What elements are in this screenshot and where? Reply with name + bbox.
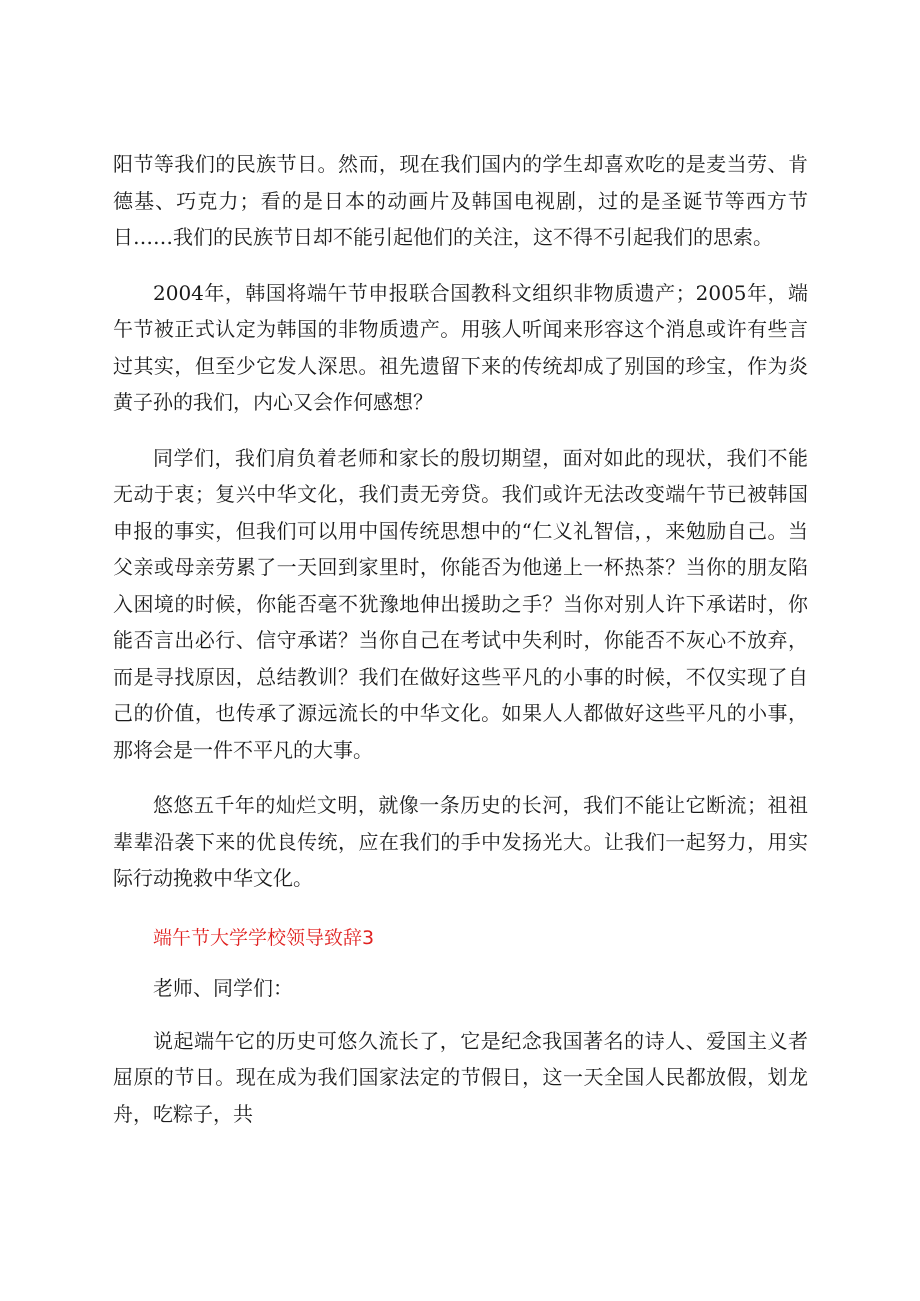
salutation: 老师、同学们：	[153, 976, 293, 1000]
section-heading: 端午节大学学校领导致辞3	[153, 926, 375, 949]
paragraph-5: 说起端午它的历史可悠久流长了，它是纪念我国著名的诗人、爱国主义者屈原的节日。现在成为我们国家法定的节假日，这一天全国人民都放假，划龙舟，吃粽子，共	[113, 1028, 808, 1126]
document-page	[113, 146, 808, 1151]
paragraph-3: 同学们，我们肩负着老师和家长的殷切期望，面对如此的现状，我们不能无动于衷；复兴中华文化，我们责无旁贷。我们或许无法改变端午节已被韩国申报的事实，但我们可以用中国传统思想中的“仁义礼智信，，来勉励自己。当父亲或母亲劳累了一天回到家里时，你能否为他递上一杯热茶？当你的朋友陷入困境的时候，你能否毫不犹豫地伸出援助之手？当你对别人许下承诺时，你能否言出必行、信守承诺？当你自己在考试中失利时，你能否不灰心不放弃，而是寻找原因，总结教训？我们在做好这些平凡的小事的时候，不仅实现了自己的价值，也传承了源远流长的中华文化。如果人人都做好这些平凡的小事，那将会是一件不平凡的大事。	[113, 445, 808, 762]
paragraph-1: 阳节等我们的民族节日。然而，现在我们国内的学生却喜欢吃的是麦当劳、肯德基、巧克力；看的是日本的动画片及韩国电视剧，过的是圣诞节等西方节日……我们的民族节日却不能引起他们的关注，这不得不引起我们的思索。	[113, 152, 808, 249]
paragraph-2: 2004年，韩国将端午节申报联合国教科文组织非物质遗产；2005年，端午节被正式认定为韩国的非物质遗产。用骇人听闻来形容这个消息或许有些言过其实，但至少它发人深思。祖先遗留下来的传统却成了别国的珍宝，作为炎黄子孙的我们，内心又会作何感想？	[113, 280, 808, 414]
paragraph-4: 悠悠五千年的灿烂文明，就像一条历史的长河，我们不能让它断流；祖祖辈辈沿袭下来的优良传统，应在我们的手中发扬光大。让我们一起努力，用实际行动挽救中华文化。	[113, 793, 808, 890]
